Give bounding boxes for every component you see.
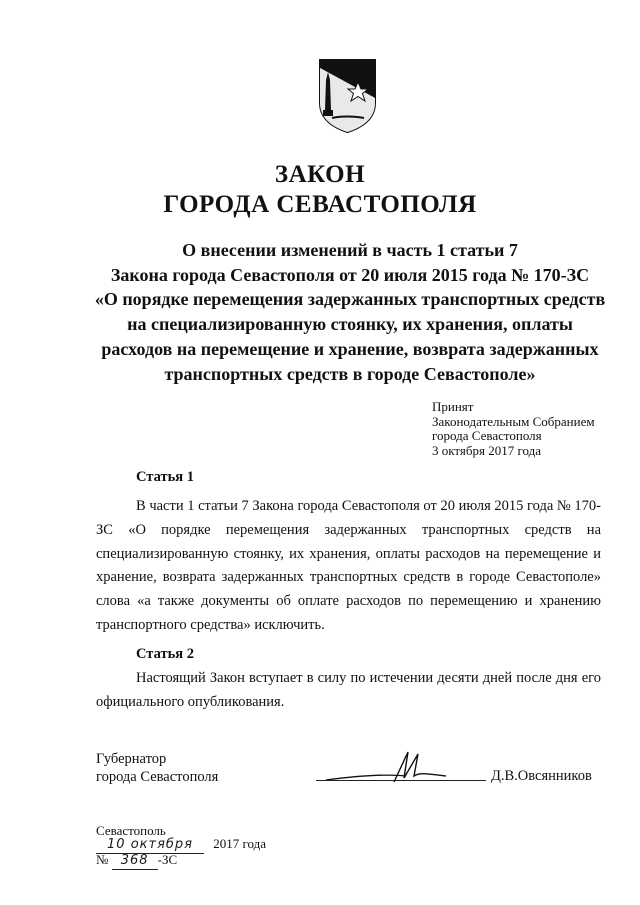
signatory-title	[96, 750, 218, 786]
article-2-text	[96, 667, 601, 715]
adoption-line: Законодательным Собранием	[432, 413, 595, 429]
subtitle-line: на специализированную стоянку, их хранения, оплаты	[127, 314, 573, 335]
subtitle-line: «О порядке перемещения задержанных транспортных средств	[94, 289, 606, 310]
article-2-heading: Статья 2	[136, 646, 194, 662]
city-title: ГОРОДА СЕВАСТОПОЛЯ	[163, 191, 477, 218]
adoption-note	[432, 400, 595, 458]
law-subtitle	[0, 238, 640, 386]
article-1-heading: Статья 1	[136, 469, 194, 485]
sevastopol-emblem-icon	[318, 58, 377, 133]
subtitle-line: транспортных средств в городе Севастополе»	[164, 363, 536, 384]
article-1-text	[96, 495, 601, 638]
number-suffix: -ЗС	[157, 852, 178, 867]
law-number	[96, 852, 177, 870]
handwritten-number: 368	[112, 853, 158, 870]
adoption-line: города Севастополя	[432, 428, 542, 443]
signatory-title-line: Губернатор	[96, 751, 167, 767]
signing-year: 2017 года	[213, 836, 267, 851]
adoption-line: Принят	[432, 399, 474, 414]
handwritten-signature-icon	[316, 746, 486, 788]
signing-place: Севастополь	[96, 823, 166, 838]
subtitle-line: Закона города Севастополя от 20 июля 2015 года № 170-ЗС	[110, 264, 590, 285]
article-2-paragraph: Настоящий Закон вступает в силу по истечении десяти дней после дня его официального опубликования.	[96, 670, 601, 710]
signatory-title-line: города Севастополя	[96, 769, 219, 785]
document-type-title: ЗАКОН	[274, 161, 366, 188]
subtitle-line: расходов на перемещение и хранение, возврата задержанных	[101, 338, 599, 359]
adoption-date: 3 октября 2017 года	[432, 442, 541, 458]
signatory-name: Д.В.Овсянников	[491, 768, 592, 784]
number-prefix: №	[96, 852, 109, 867]
article-1-paragraph: В части 1 статьи 7 Закона города Севастополя от 20 июля 2015 года № 170-ЗС «О порядке перемещения задержанных транспортных средств на специализированную стоянку, их хранения, оплаты расходов на перемещение и хранение, возврата задержанных транспортных средств в городе Севастополе» слова «а также документы об оплате расходов по перемещению и хранению транспортного средства» исключить.	[96, 498, 601, 633]
handwritten-date: 10 октября	[96, 837, 204, 854]
subtitle-line: О внесении изменений в часть 1 статьи 7	[182, 240, 518, 260]
